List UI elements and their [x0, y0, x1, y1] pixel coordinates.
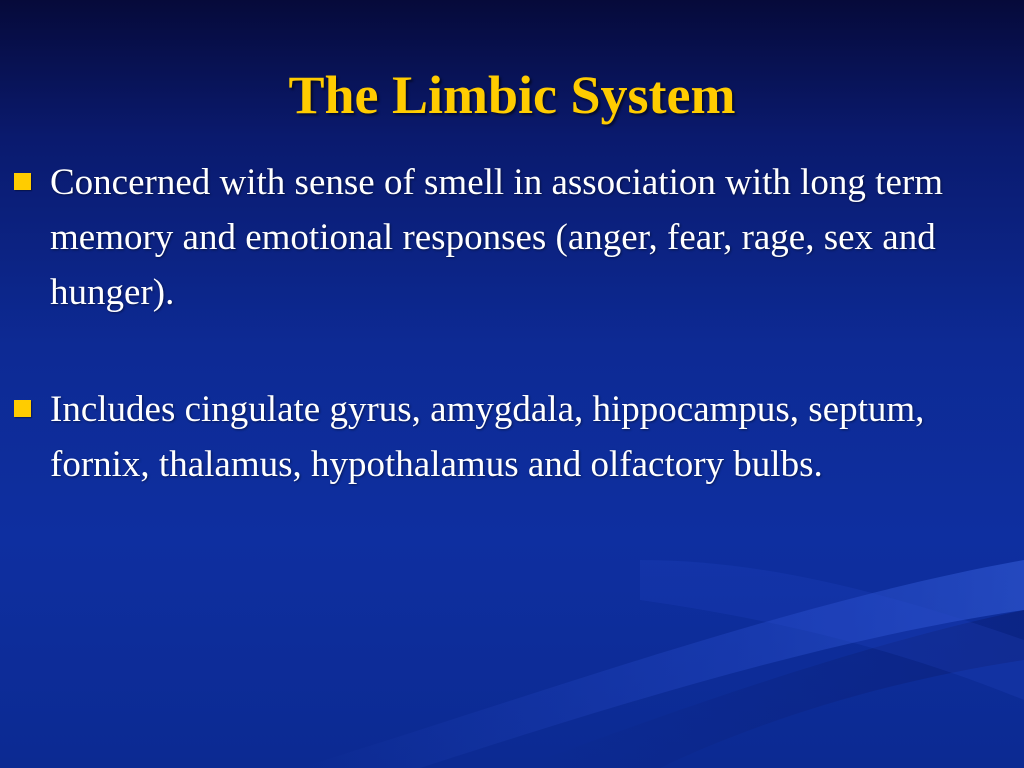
- square-bullet-icon: [14, 400, 31, 417]
- slide-title: The Limbic System: [288, 65, 736, 125]
- bullet-list: [14, 155, 1004, 492]
- bullet-text: Concerned with sense of smell in association with long term memory and emotional responses (anger, fear, rage, sex and hunger).: [50, 162, 943, 313]
- bullet-item: [14, 382, 1004, 492]
- bullet-text: Includes cingulate gyrus, amygdala, hippocampus, septum, fornix, thalamus, hypothalamus and olfactory bulbs.: [50, 389, 925, 485]
- square-bullet-icon: [14, 173, 31, 190]
- bullet-item: [14, 155, 1004, 320]
